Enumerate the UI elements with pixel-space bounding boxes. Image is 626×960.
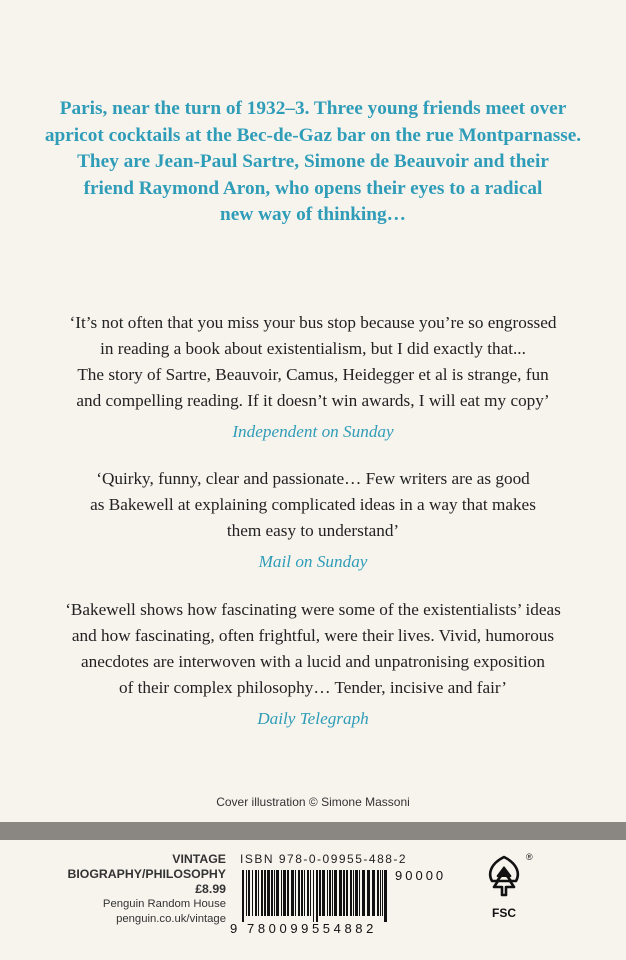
barcode-bar: [313, 870, 314, 922]
quote-line: ‘Bakewell shows how fascinating were some of the existentialists’ ideas: [65, 600, 561, 619]
blurb-line: new way of thinking…: [220, 204, 406, 225]
quote-line: in reading a book about existentialism, but I did exactly that...: [100, 339, 526, 358]
barcode-bar: [353, 870, 354, 916]
barcode-bar: [319, 870, 321, 916]
publisher-house: Penguin Random House: [102, 898, 226, 910]
quote-line: and compelling reading. If it doesn’t win awards, I will eat my copy’: [76, 391, 550, 410]
quote-text: [20, 466, 606, 544]
barcode-bar: [334, 870, 337, 916]
barcode-bar: [362, 870, 365, 916]
barcode-bar: [346, 870, 348, 916]
quote-source: Mail on Sunday: [258, 552, 368, 571]
barcode-bar: [316, 870, 318, 922]
barcode-bar: [359, 870, 360, 916]
blurb-line: They are Jean-Paul Sartre, Simone de Beauvoir and their: [77, 151, 549, 172]
barcode-bar: [339, 870, 342, 916]
barcode-bar: [307, 870, 309, 916]
intro-blurb: [40, 96, 586, 229]
quote-source: Independent on Sunday: [232, 422, 394, 441]
blurb-line: friend Raymond Aron, who opens their eyes to a radical: [83, 177, 543, 199]
publisher-url: penguin.co.uk/vintage: [116, 913, 226, 925]
blurb-line: apricot cocktails at the Bec-de-Gaz bar on the rue Montparnasse.: [44, 124, 582, 146]
fsc-logo: [472, 854, 536, 920]
barcode-bar: [367, 870, 370, 916]
divider-band: [0, 822, 626, 840]
price-label: £8.99: [195, 882, 226, 896]
cover-credit: Cover illustration © Simone Massoni: [216, 795, 410, 809]
quote-line: anecdotes are interwoven with a lucid and unpatronising exposition: [81, 652, 545, 671]
barcode-first-digit: 9: [230, 921, 239, 936]
quote-text: [20, 310, 606, 414]
review-quote: [20, 597, 606, 732]
quote-text: [20, 597, 606, 701]
review-quote: [20, 310, 606, 445]
barcode-bar: [298, 870, 300, 916]
barcode-bar: [384, 870, 387, 922]
barcode-bar: [304, 870, 305, 916]
quote-source: Daily Telegraph: [257, 709, 369, 728]
barcode-bar: [264, 870, 266, 916]
quote-line: ‘Quirky, funny, clear and passionate… Few writers are as good: [96, 469, 530, 488]
barcode-bar: [380, 870, 381, 916]
barcode-bar: [261, 870, 263, 916]
barcode-bar: [310, 870, 311, 916]
publisher-info: [67, 852, 226, 927]
imprint-name: VINTAGE: [172, 852, 226, 866]
price-code: 90000: [395, 868, 447, 883]
barcode-bar: [382, 870, 383, 916]
barcode-bar: [267, 870, 270, 916]
barcode-bar: [355, 870, 358, 916]
quote-line: them easy to understand’: [226, 521, 400, 540]
barcode-bar: [295, 870, 296, 916]
quote-line: The story of Sartre, Beauvoir, Camus, Heidegger et al is strange, fun: [77, 365, 549, 384]
barcode-bar: [283, 870, 286, 916]
barcode-bar: [248, 870, 250, 916]
review-quote: [20, 466, 606, 575]
barcode-bar: [332, 870, 333, 916]
quote-line: as Bakewell at explaining complicated ideas in a way that makes: [90, 495, 536, 514]
barcode-bar: [327, 870, 328, 916]
barcode-rest-digits: 780099554882: [247, 921, 377, 936]
barcode-bar: [322, 870, 325, 916]
barcode-bar: [274, 870, 275, 916]
fsc-tree-logo-icon: [480, 854, 528, 900]
fsc-label: FSC: [492, 906, 516, 920]
quote-line: of their complex philosophy… Tender, incisive and fair’: [119, 678, 507, 697]
barcode-bar: [291, 870, 294, 916]
blurb-line: Paris, near the turn of 1932–3. Three young friends meet over: [59, 98, 567, 119]
barcode-bar: [276, 870, 279, 916]
barcode-bar: [242, 870, 244, 922]
fsc-registered-mark: ®: [526, 852, 533, 862]
quote-line: and how fascinating, often frightful, were their lives. Vivid, humorous: [71, 626, 555, 645]
barcode-bar: [246, 870, 247, 916]
barcode-bar: [343, 870, 345, 916]
barcode-bar: [255, 870, 257, 916]
barcode-bar: [377, 870, 379, 916]
barcode-icon: [242, 870, 388, 922]
category-label: BIOGRAPHY/PHILOSOPHY: [67, 867, 226, 881]
barcode-bar: [281, 870, 282, 916]
barcode-bar: [329, 870, 331, 916]
barcode-bar: [350, 870, 352, 916]
quote-line: ‘It’s not often that you miss your bus stop because you’re so engrossed: [69, 313, 557, 332]
barcode-bar: [252, 870, 253, 916]
barcode-bar: [372, 870, 375, 916]
barcode-bar: [271, 870, 273, 916]
barcode-bar: [287, 870, 289, 916]
isbn-label: ISBN 978-0-09955-488-2: [240, 852, 408, 866]
barcode-bar: [258, 870, 259, 916]
barcode-bar: [301, 870, 303, 916]
